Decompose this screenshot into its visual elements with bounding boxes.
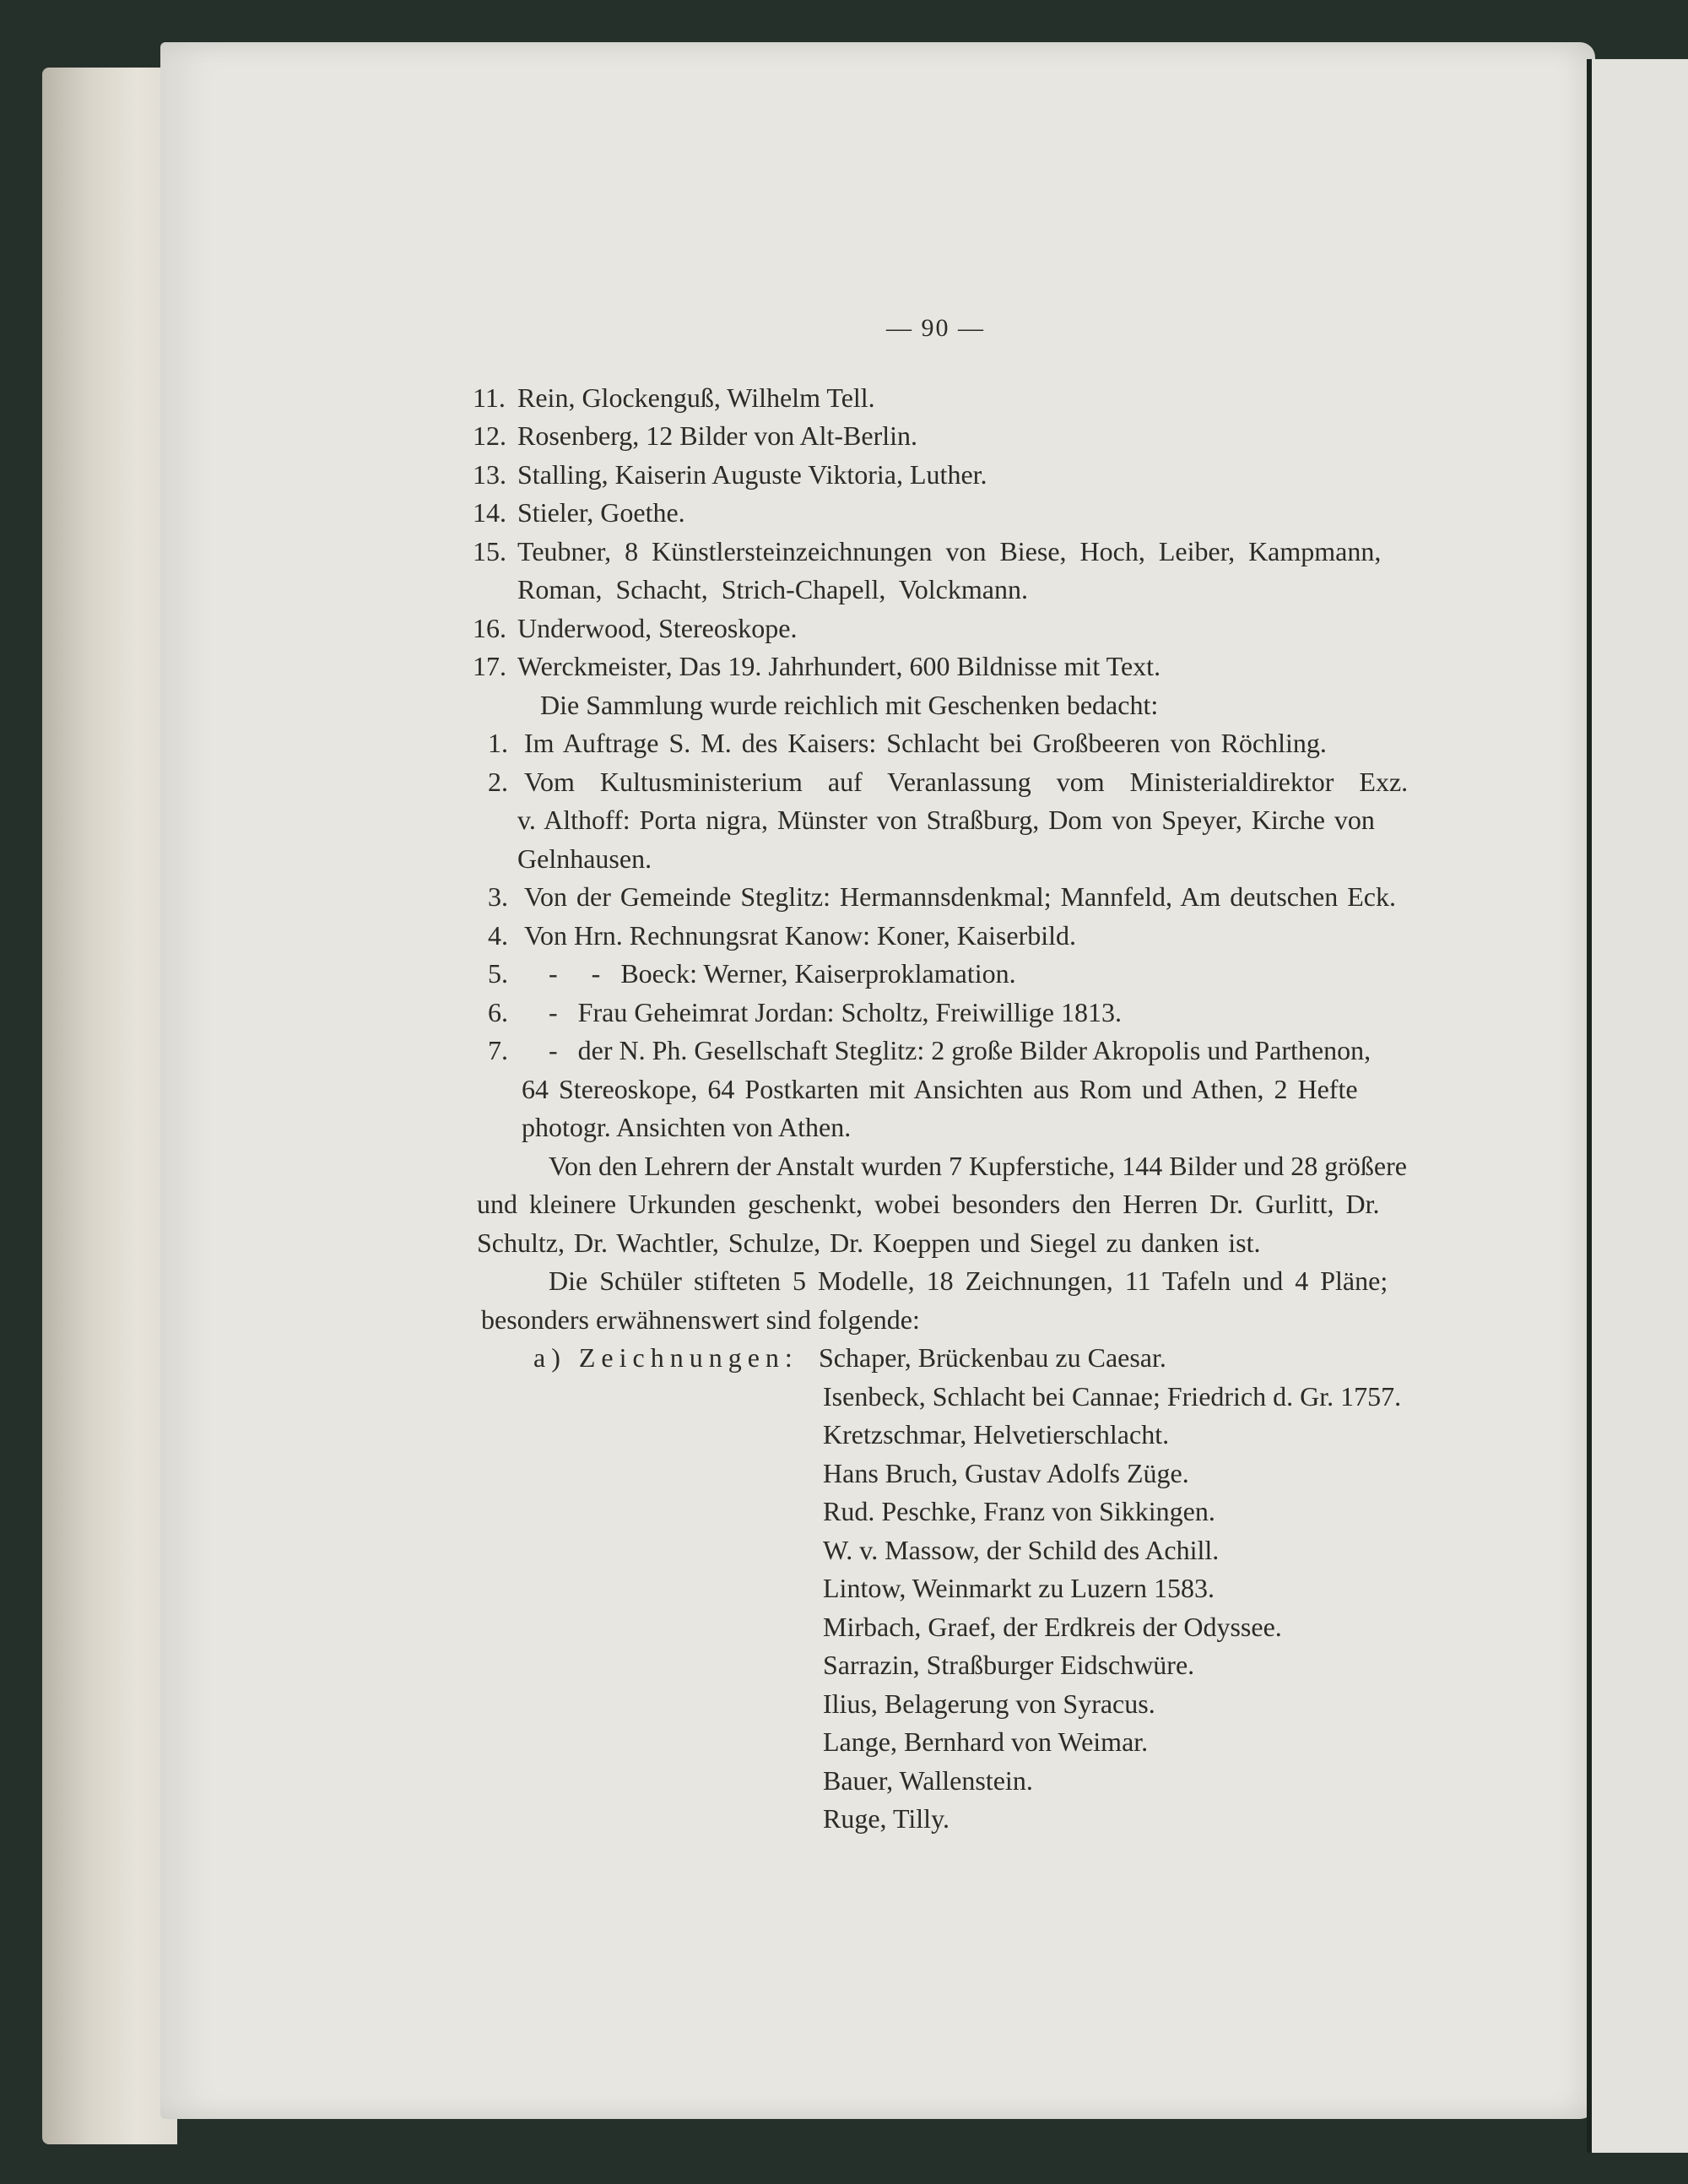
gift-number: 3. bbox=[488, 881, 508, 912]
drawing-entry: Ruge, Tilly. bbox=[823, 1803, 950, 1834]
list-number: 12. bbox=[473, 420, 506, 451]
students-paragraph-line: Die Schüler stifteten 5 Modelle, 18 Zeichnungen, 11 Tafeln und 4 Pläne; bbox=[549, 1265, 1388, 1296]
gift-item: Von der Gemeinde Steglitz: Hermannsdenkmal; Mannfeld, Am deutschen Eck. bbox=[524, 881, 1396, 912]
list-item: Stalling, Kaiserin Auguste Viktoria, Luther. bbox=[517, 459, 987, 490]
gift-item: - - Boeck: Werner, Kaiserproklamation. bbox=[549, 958, 1016, 989]
drawing-entry: Isenbeck, Schlacht bei Cannae; Friedrich d. Gr. 1757. bbox=[823, 1381, 1402, 1412]
gift-number: 1. bbox=[488, 728, 508, 758]
list-number: 13. bbox=[473, 459, 506, 490]
list-number: 14. bbox=[473, 497, 506, 528]
list-number: 11. bbox=[473, 382, 506, 413]
list-item: Underwood, Stereoskope. bbox=[517, 613, 798, 643]
drawing-entry: Rud. Peschke, Franz von Sikkingen. bbox=[823, 1496, 1215, 1526]
drawing-entry: Lintow, Weinmarkt zu Luzern 1583. bbox=[823, 1573, 1215, 1603]
gift-number: 5. bbox=[488, 958, 508, 989]
gift-item: Von Hrn. Rechnungsrat Kanow: Koner, Kaiserbild. bbox=[524, 920, 1076, 951]
gift-item: - Frau Geheimrat Jordan: Scholtz, Freiwillige 1813. bbox=[549, 997, 1122, 1027]
drawing-entry: Mirbach, Graef, der Erdkreis der Odyssee. bbox=[823, 1612, 1282, 1642]
drawings-label: a) Zeichnungen: bbox=[533, 1342, 798, 1373]
list-item: Stieler, Goethe. bbox=[517, 497, 685, 528]
gift-item-continuation: Gelnhausen. bbox=[517, 843, 652, 874]
page-number: — 90 — bbox=[886, 314, 985, 342]
gift-item-continuation: 64 Stereoskope, 64 Postkarten mit Ansichten aus Rom und Athen, 2 Hefte bbox=[522, 1074, 1358, 1104]
gift-number: 6. bbox=[488, 997, 508, 1027]
gift-number: 2. bbox=[488, 767, 508, 797]
list-item: Werckmeister, Das 19. Jahrhundert, 600 Bildnisse mit Text. bbox=[517, 651, 1161, 681]
gift-number: 7. bbox=[488, 1035, 508, 1065]
gift-item: Im Auftrage S. M. des Kaisers: Schlacht bei Großbeeren von Röchling. bbox=[524, 728, 1327, 758]
book-page-edges bbox=[42, 68, 177, 2144]
students-paragraph-line: besonders erwähnenswert sind folgende: bbox=[481, 1304, 920, 1335]
drawing-entry: Schaper, Brückenbau zu Caesar. bbox=[819, 1342, 1166, 1373]
teachers-paragraph-line: Schultz, Dr. Wachtler, Schulze, Dr. Koeppen und Siegel zu danken ist. bbox=[477, 1227, 1261, 1258]
gift-item-continuation: v. Althoff: Porta nigra, Münster von Straßburg, Dom von Speyer, Kirche von bbox=[517, 805, 1375, 835]
drawing-entry: Bauer, Wallenstein. bbox=[823, 1765, 1033, 1796]
list-number: 16. bbox=[473, 613, 506, 643]
list-item: Teubner, 8 Künstlersteinzeichnungen von Biese, Hoch, Leiber, Kampmann, bbox=[517, 536, 1382, 566]
list-number: 15. bbox=[473, 536, 506, 566]
drawing-entry: Kretzschmar, Helvetierschlacht. bbox=[823, 1419, 1170, 1450]
drawing-entry: W. v. Massow, der Schild des Achill. bbox=[823, 1535, 1220, 1565]
drawing-entry: Ilius, Belagerung von Syracus. bbox=[823, 1688, 1155, 1719]
list-item: Rosenberg, 12 Bilder von Alt-Berlin. bbox=[517, 420, 918, 451]
gift-item: - der N. Ph. Gesellschaft Steglitz: 2 große Bilder Akropolis und Parthenon, bbox=[549, 1035, 1372, 1065]
drawing-entry: Hans Bruch, Gustav Adolfs Züge. bbox=[823, 1458, 1189, 1488]
list-item: Rein, Glockenguß, Wilhelm Tell. bbox=[517, 382, 875, 413]
drawing-entry: Sarrazin, Straßburger Eidschwüre. bbox=[823, 1650, 1195, 1680]
facing-page-edge bbox=[1587, 59, 1688, 2153]
list-number: 17. bbox=[473, 651, 506, 681]
gift-item: Vom Kultusministerium auf Veranlassung vom Ministerialdirektor Exz. bbox=[524, 767, 1409, 797]
teachers-paragraph-line: Von den Lehrern der Anstalt wurden 7 Kupferstiche, 144 Bilder und 28 größere bbox=[549, 1151, 1407, 1181]
gift-item-continuation: photogr. Ansichten von Athen. bbox=[522, 1112, 852, 1142]
gift-number: 4. bbox=[488, 920, 508, 951]
drawing-entry: Lange, Bernhard von Weimar. bbox=[823, 1726, 1149, 1757]
teachers-paragraph-line: und kleinere Urkunden geschenkt, wobei besonders den Herren Dr. Gurlitt, Dr. bbox=[477, 1189, 1380, 1219]
gifts-intro: Die Sammlung wurde reichlich mit Geschenken bedacht: bbox=[540, 690, 1159, 720]
list-item-continuation: Roman, Schacht, Strich-Chapell, Volckmann. bbox=[517, 574, 1028, 604]
